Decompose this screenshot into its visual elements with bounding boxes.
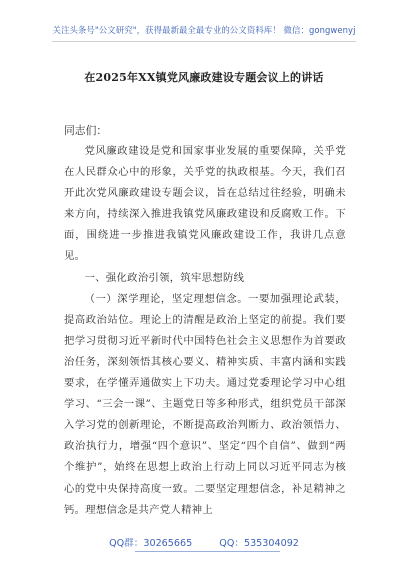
footer-qq: QQ：535304092: [219, 538, 299, 549]
document-body: [64, 141, 346, 521]
footer-contact: [0, 535, 408, 549]
section-heading: 一、强化政治引领，筑牢思想防线: [84, 271, 245, 284]
footer-divider: [135, 551, 280, 552]
body-paragraph: （一）深学理论，坚定理想信念。一要加强理论武装，提高政治站位。理论上的清醒是政治上坚定的前提。我们要把学习贯彻习近平新时代中国特色社会主义思想作为首要政治任务，深刻领悟其核心要义、精神实质、丰富内涵和实践要求，在学懂弄通做实上下功夫。通过党委理论学习中心组学习、“三会一课”、主题党日等多种形式，组织党员干部深入学习党的创新理论，不断提高政治判断力、政治领悟力、政治执行力，增强“四个意识”、坚定“四个自信”、做到“两个维护”，始终在思想上政治上行动上同以习近平同志为核心的党中央保持高度一致。二要坚定理想信念，补足精神之钙。理想信念是共产党人精神上: [64, 292, 346, 516]
header-banner: 关注头条号"公文研究"，获得最新最全最专业的公文资料库！ 微信：gongwenyj: [52, 25, 356, 35]
salutation: 同志们：: [64, 124, 108, 137]
intro-paragraph: 党风廉政建设是党和国家事业发展的重要保障，关乎党在人民群众心中的形象，关乎党的执政根基。今天，我们召开此次党风廉政建设专题会议，旨在总结过往经验，明确未来方向，持续深入推进我镇党风廉政建设和反腐败工作。下面，围绕进一步推进我镇党风廉政建设工作，我讲几点意见。: [64, 145, 346, 263]
header-divider: [52, 41, 356, 42]
document-title: 在2025年XX镇党风廉政建设专题会议上的讲话: [84, 71, 324, 84]
footer-qq-group: QQ群：30265665: [109, 538, 193, 549]
